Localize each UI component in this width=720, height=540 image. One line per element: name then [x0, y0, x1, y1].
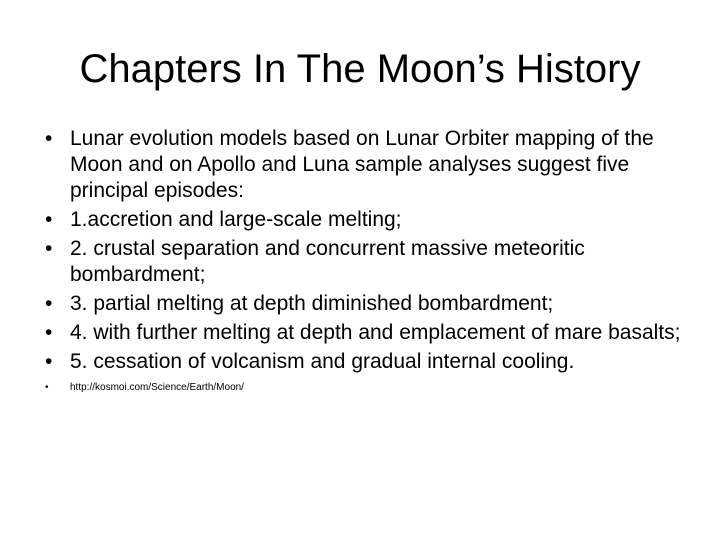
bullet-item — [36, 349, 686, 375]
bullet-text: 1.accretion and large-scale melting; — [70, 208, 402, 231]
bullet-text: 3. partial melting at depth diminished bombardment; — [70, 292, 554, 315]
source-link-item — [36, 381, 686, 395]
bullet-item — [36, 291, 686, 317]
bullet-marker: • — [45, 350, 53, 373]
bullet-marker: • — [45, 321, 53, 344]
slide-title: Chapters In The Moon’s History — [79, 47, 641, 91]
bullet-item — [36, 320, 686, 346]
source-link[interactable]: http://kosmoi.com/Science/Earth/Moon/ — [70, 382, 244, 393]
bullet-list — [36, 126, 686, 398]
bullet-item — [36, 126, 686, 204]
bullet-marker: • — [45, 382, 49, 393]
bullet-text: 2. crustal separation and concurrent massive meteoritic bombardment; — [70, 237, 585, 286]
bullet-marker: • — [45, 127, 53, 150]
bullet-item — [36, 236, 686, 288]
bullet-text: 5. cessation of volcanism and gradual internal cooling. — [70, 350, 575, 373]
bullet-text: Lunar evolution models based on Lunar Orbiter mapping of the Moon and on Apollo and Luna sample analyses suggest five principal episodes: — [70, 127, 654, 202]
bullet-marker: • — [45, 208, 53, 231]
bullet-item — [36, 207, 686, 233]
bullet-text: 4. with further melting at depth and emplacement of mare basalts; — [70, 321, 681, 344]
bullet-marker: • — [45, 292, 53, 315]
bullet-marker: • — [45, 237, 53, 260]
